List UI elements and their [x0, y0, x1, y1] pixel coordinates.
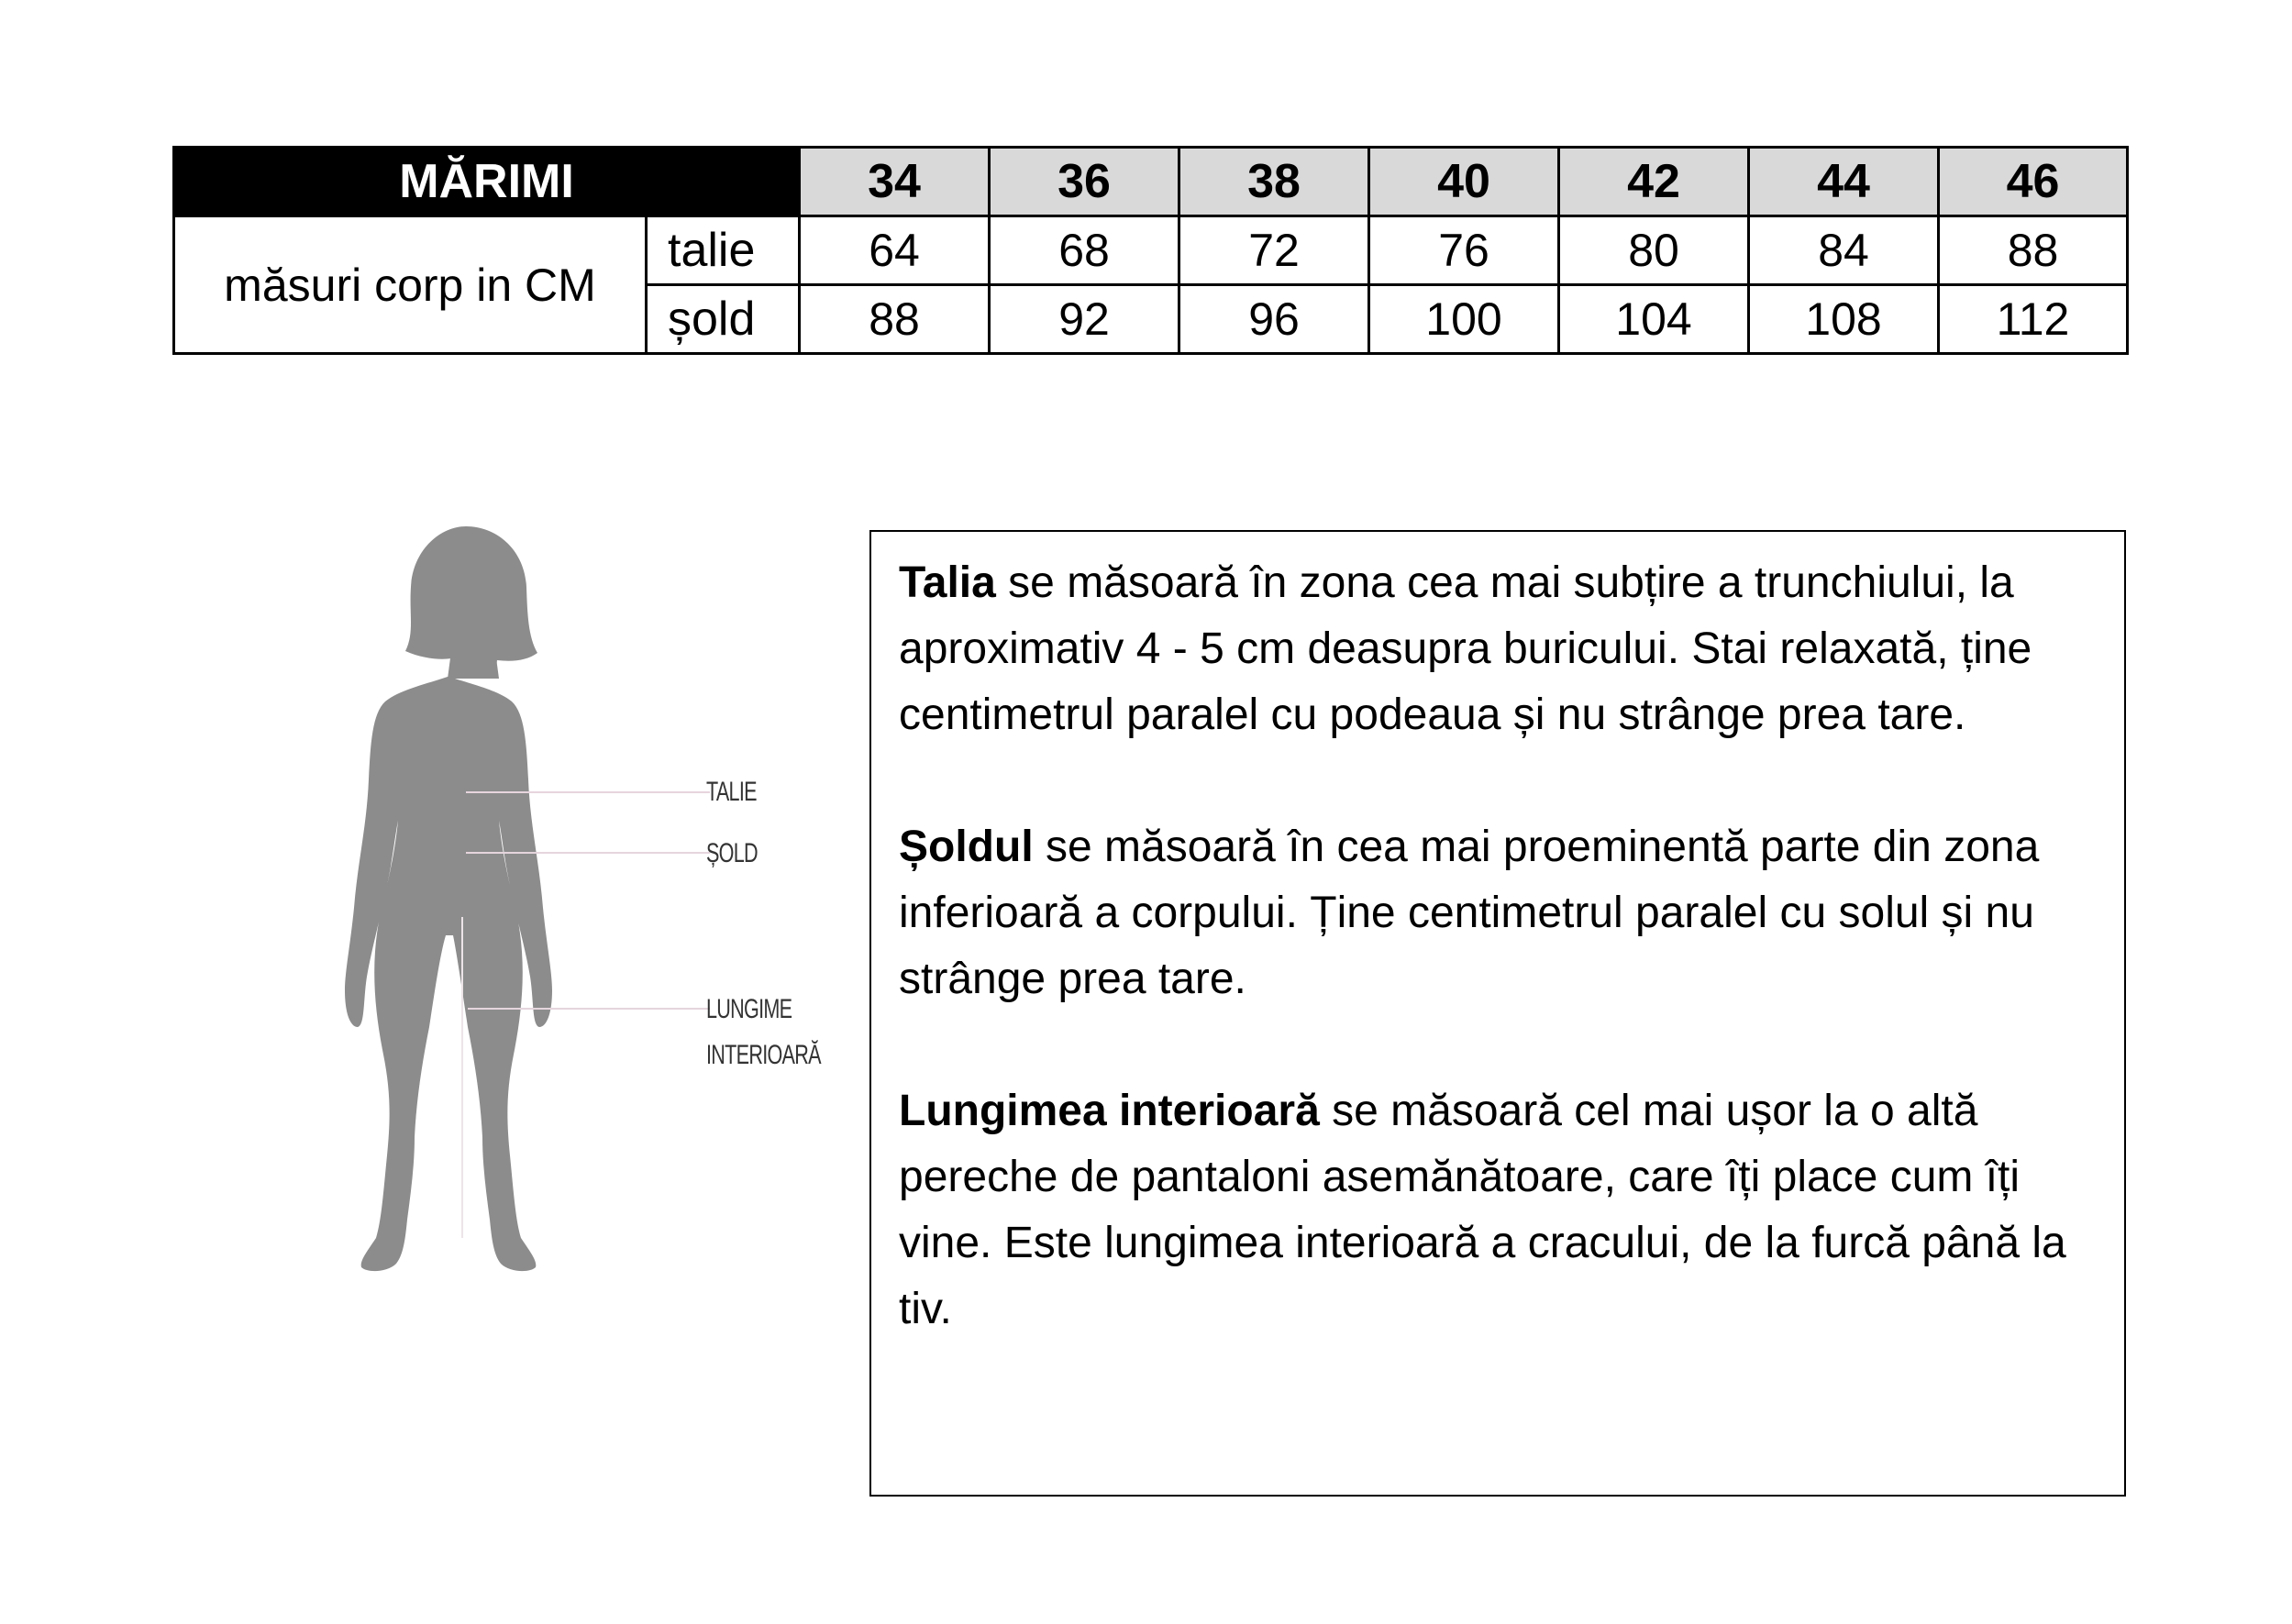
waist-term: Talia: [899, 558, 996, 607]
size-header-cell: 46: [1939, 148, 2128, 216]
table-cell: 80: [1559, 216, 1749, 285]
table-cell: 88: [1939, 216, 2128, 285]
size-header-cell: 40: [1369, 148, 1559, 216]
inseam-instruction: [899, 1078, 2098, 1342]
size-header-cell: 42: [1559, 148, 1749, 216]
table-cell: 100: [1369, 285, 1559, 354]
table-title: MĂRIMI: [174, 148, 800, 216]
table-cell: 88: [800, 285, 990, 354]
body-measurement-figure: [339, 514, 853, 1284]
waist-instruction: [899, 550, 2098, 748]
hip-text: se măsoară în cea mai proeminentă parte din zona inferioară a corpului. Ține centimetrul paralel cu solul și nu strânge prea tare.: [899, 823, 2040, 1003]
size-header-cell: 34: [800, 148, 990, 216]
inseam-label-line1: LUNGIME: [706, 994, 792, 1024]
table-cell: 72: [1179, 216, 1369, 285]
row-label-waist: talie: [647, 216, 800, 285]
table-cell: 92: [990, 285, 1179, 354]
table-cell: 64: [800, 216, 990, 285]
row-label-hip: șold: [647, 285, 800, 354]
waist-text: se măsoară în zona cea mai subțire a trunchiului, la aproximativ 4 - 5 cm deasupra buricului. Stai relaxată, ține centimetrul paralel cu podeaua și nu strânge prea tare.: [899, 558, 2032, 739]
inseam-label-line2: INTERIOARĂ: [706, 1040, 821, 1070]
table-row-waist: [174, 216, 2128, 285]
size-header-cell: 38: [1179, 148, 1369, 216]
measurement-instructions: [869, 530, 2126, 1497]
table-cell: 96: [1179, 285, 1369, 354]
table-cell: 84: [1749, 216, 1939, 285]
hip-term: Șoldul: [899, 823, 1034, 871]
table-cell: 112: [1939, 285, 2128, 354]
size-table: [172, 146, 2129, 355]
group-label: măsuri corp in CM: [174, 216, 647, 354]
table-cell: 108: [1749, 285, 1939, 354]
size-header-cell: 44: [1749, 148, 1939, 216]
woman-silhouette-icon: [339, 514, 853, 1284]
hip-instruction: [899, 814, 2098, 1012]
table-cell: 104: [1559, 285, 1749, 354]
inseam-term: Lungimea interioară: [899, 1087, 1320, 1135]
table-cell: 76: [1369, 216, 1559, 285]
hip-label: ȘOLD: [706, 838, 758, 868]
table-cell: 68: [990, 216, 1179, 285]
inseam-text: se măsoară cel mai ușor la o altă pereche de pantaloni asemănătoare, care îți place cum îți vine. Este lungimea interioară a cracului, de la furcă până la tiv.: [899, 1087, 2066, 1333]
size-header-cell: 36: [990, 148, 1179, 216]
waist-label: TALIE: [706, 777, 757, 807]
size-header-row: [174, 148, 2128, 216]
